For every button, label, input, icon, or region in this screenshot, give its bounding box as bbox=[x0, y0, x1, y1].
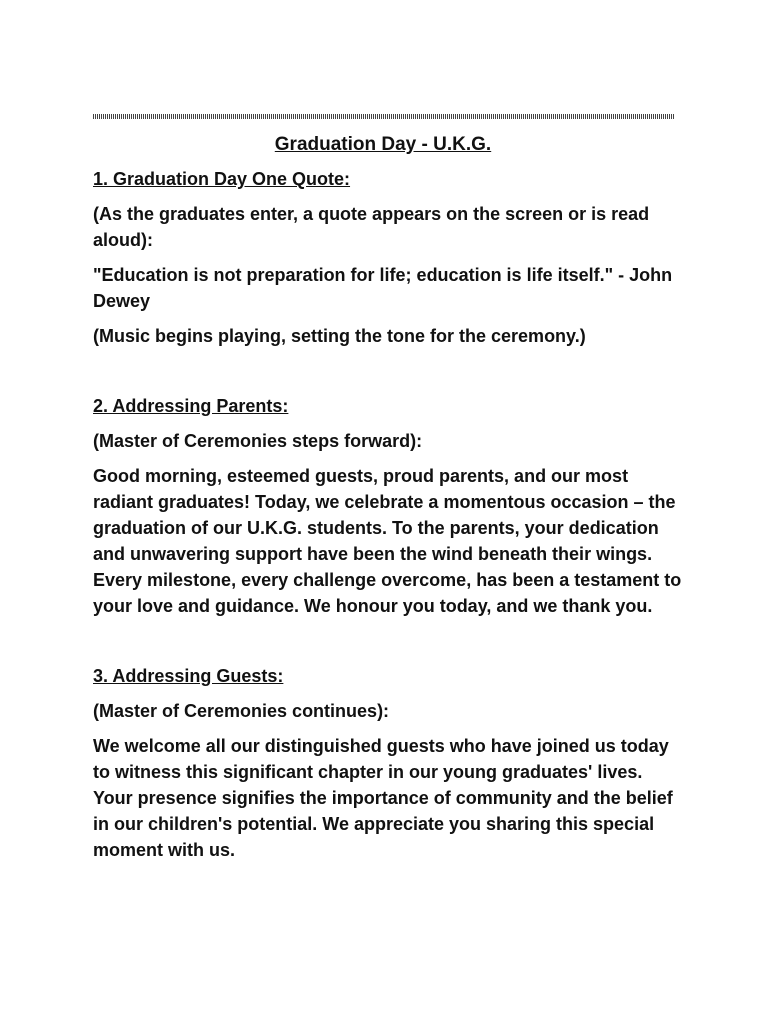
quote-paragraph: "Education is not preparation for life; education is life itself." - John Dewey bbox=[93, 265, 673, 311]
paragraph: (As the graduates enter, a quote appears on the screen or is read aloud): bbox=[93, 204, 650, 250]
section-spacer bbox=[93, 628, 683, 663]
document-body bbox=[93, 132, 683, 872]
page-title: Graduation Day - U.K.G. bbox=[274, 134, 492, 155]
section-heading: 2. Addressing Parents: bbox=[93, 396, 289, 416]
section-parents bbox=[93, 393, 683, 619]
paragraph: We welcome all our distinguished guests who have joined us today to witness this significant chapter in our young graduates' lives. Your presence signifies the importance of community and the belief in our children's potential. We appreciate you sharing this special moment with us. bbox=[93, 736, 673, 860]
paragraph: (Music begins playing, setting the tone for the ceremony.) bbox=[93, 326, 586, 346]
top-divider bbox=[93, 114, 675, 119]
paragraph: (Master of Ceremonies continues): bbox=[93, 701, 390, 721]
section-heading: 1. Graduation Day One Quote: bbox=[93, 169, 351, 189]
section-guests bbox=[93, 663, 683, 863]
paragraph: Good morning, esteemed guests, proud parents, and our most radiant graduates! Today, we celebrate a momentous occasion – the graduation of our U.K.G. students. To the parents, your dedication and unwavering support have been the wind beneath their wings. Every milestone, every challenge overcome, has been a testament to your love and guidance. We honour you today, and we thank you. bbox=[93, 466, 682, 616]
section-heading: 3. Addressing Guests: bbox=[93, 666, 284, 686]
paragraph: (Master of Ceremonies steps forward): bbox=[93, 431, 423, 451]
section-spacer bbox=[93, 358, 683, 393]
section-quote bbox=[93, 166, 683, 349]
